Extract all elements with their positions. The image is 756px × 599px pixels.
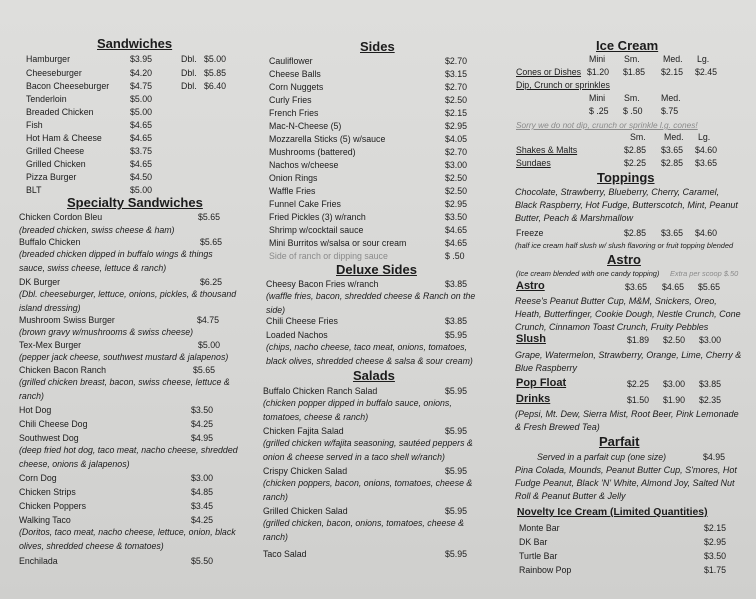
salad-price: $5.95 — [445, 506, 468, 516]
sandwich-price: $4.50 — [130, 172, 153, 182]
dip-price: $.75 — [661, 106, 679, 116]
specialty-desc: (brown gravy w/mushrooms & swiss cheese) — [19, 327, 194, 337]
side-price: $4.05 — [445, 134, 468, 144]
side-price: $2.15 — [445, 108, 468, 118]
specialty-price: $4.25 — [191, 515, 214, 525]
salad-desc: (chicken poppers, bacon, onions, tomatoes, cheese & ranch) — [263, 478, 473, 502]
toppings-title: Toppings — [597, 170, 655, 185]
side-name: Cauliflower — [269, 56, 313, 66]
side-price: $4.65 — [445, 225, 468, 235]
side-name: Curly Fries — [269, 95, 312, 105]
salad-price: $5.95 — [445, 426, 468, 436]
sandwich-name: Pizza Burger — [26, 172, 77, 182]
sundaes-name: Sundaes — [516, 158, 551, 168]
side-name: Nachos w/cheese — [269, 160, 339, 170]
novelty-name: Monte Bar — [519, 523, 560, 533]
specialty-price: $5.65 — [200, 237, 223, 247]
cones-price: $2.45 — [695, 67, 718, 77]
sandwich-price: $4.75 — [130, 81, 153, 91]
sandwich-price: $4.20 — [130, 68, 153, 78]
side-price: $2.50 — [445, 95, 468, 105]
salad-name: Taco Salad — [263, 549, 307, 559]
specialty-price: $4.25 — [191, 419, 214, 429]
size-header: Lg. — [697, 54, 710, 64]
sandwich-price: $4.65 — [130, 133, 153, 143]
size-header: Sm. — [630, 132, 646, 142]
deluxe-title: Deluxe Sides — [336, 262, 417, 277]
salad-price: $5.95 — [445, 386, 468, 396]
side-price: $3.50 — [445, 212, 468, 222]
specialty-desc: (pepper jack cheese, southwest mustard & jalapenos) — [19, 352, 229, 362]
sandwich-dbl-price: $6.40 — [204, 81, 227, 91]
side-name: Mozzarella Sticks (5) w/sauce — [269, 134, 386, 144]
side-name: Fried Pickles (3) w/ranch — [269, 212, 366, 222]
side-name: Side of ranch or dipping sauce — [269, 251, 388, 261]
sundaes-price: $3.65 — [695, 158, 718, 168]
freeze-price: $2.85 — [624, 228, 647, 238]
salad-desc: (grilled chicken, bacon, onions, tomatoes, cheese & ranch) — [263, 518, 464, 542]
salads-title: Salads — [353, 368, 395, 383]
side-name: Mushrooms (battered) — [269, 147, 356, 157]
novelty-title: Novelty Ice Cream (Limited Quantities) — [517, 507, 708, 518]
sandwich-name: Hot Ham & Cheese — [26, 133, 102, 143]
sandwich-price: $4.65 — [130, 120, 153, 130]
parfait-served: Served in a parfait cup (one size) — [537, 452, 667, 462]
side-price: $2.50 — [445, 186, 468, 196]
drinks-price: $2.35 — [699, 395, 722, 405]
specialty-name: DK Burger — [19, 277, 61, 287]
novelty-name: Rainbow Pop — [519, 565, 572, 575]
size-header: Sm. — [624, 54, 640, 64]
slush-price: $2.50 — [663, 335, 686, 345]
salad-name: Chicken Fajita Salad — [263, 426, 344, 436]
slush-price: $3.00 — [699, 335, 722, 345]
specialty-name: Chicken Bacon Ranch — [19, 365, 107, 375]
salad-price: $5.95 — [445, 549, 468, 559]
side-name: French Fries — [269, 108, 319, 118]
novelty-price: $1.75 — [704, 565, 727, 575]
novelty-name: DK Bar — [519, 537, 548, 547]
astro-price: $5.65 — [698, 282, 721, 292]
side-price: $2.70 — [445, 147, 468, 157]
specialty-name: Walking Taco — [19, 515, 71, 525]
sandwich-name: BLT — [26, 185, 42, 195]
salad-name: Grilled Chicken Salad — [263, 506, 348, 516]
dip-name: Dip, Crunch or sprinkles — [516, 80, 610, 90]
side-price: $3.00 — [445, 160, 468, 170]
dip-price: $ .25 — [589, 106, 609, 116]
sandwich-dbl-label: Dbl. — [181, 68, 197, 78]
specialty-desc: (Doritos, taco meat, nacho cheese, lettuce, onion, black olives, shredded cheese & tomatoes) — [19, 527, 236, 551]
side-price: $ .50 — [445, 251, 465, 261]
astro-title: Astro — [607, 252, 641, 267]
specialty-name: Chicken Cordon Bleu — [19, 212, 103, 222]
astro-desc: Reese's Peanut Butter Cup, M&M, Snickers, Oreo, Heath, Butterfinger, Cookie Dough, Nestle Crunch, Cone Crunch, Cinnamon Toast Crunch, Fruity Pebbles — [515, 296, 741, 332]
specialty-name: Southwest Dog — [19, 433, 79, 443]
sundaes-price: $2.85 — [661, 158, 684, 168]
specialty-price: $5.65 — [193, 365, 216, 375]
salad-desc: (chicken popper dipped in buffalo sauce, onions, tomatoes, cheese & ranch) — [263, 398, 452, 422]
novelty-price: $3.50 — [704, 551, 727, 561]
astro-price: $4.65 — [662, 282, 685, 292]
specialty-price: $3.50 — [191, 405, 214, 415]
popfloat-price: $3.85 — [699, 379, 722, 389]
freeze-name: Freeze — [516, 228, 544, 238]
sandwich-price: $5.00 — [130, 185, 153, 195]
salad-name: Buffalo Chicken Ranch Salad — [263, 386, 378, 396]
parfait-desc: Pina Colada, Mounds, Peanut Butter Cup, S'mores, Hot Fudge Peanut, Black 'N' White, Almond Joy, Salted Nut Roll & Peanut Butter & Jelly — [515, 465, 737, 501]
parfait-title: Parfait — [599, 434, 640, 449]
size-header: Med. — [661, 93, 681, 103]
deluxe-desc: (waffle fries, bacon, shredded cheese & Ranch on the side) — [266, 291, 476, 315]
freeze-price: $3.65 — [661, 228, 684, 238]
specialty-price: $6.25 — [200, 277, 223, 287]
side-price: $2.70 — [445, 56, 468, 66]
specialty-price: $4.85 — [191, 487, 214, 497]
deluxe-name: Loaded Nachos — [266, 330, 328, 340]
size-header: Mini — [589, 54, 606, 64]
shakes-price: $3.65 — [661, 145, 684, 155]
salad-price: $5.95 — [445, 466, 468, 476]
slush-desc: Grape, Watermelon, Strawberry, Orange, Lime, Cherry & Blue Raspberry — [515, 350, 742, 373]
specialty-name: Mushroom Swiss Burger — [19, 315, 115, 325]
salad-desc: (grilled chicken w/fajita seasoning, sautéed peppers & onion & cheese served in a taco shell w/ranch) — [263, 438, 473, 462]
astro-note: (Ice cream blended with one candy topping) — [516, 269, 660, 278]
side-name: Mac-N-Cheese (5) — [269, 121, 342, 131]
specialty-name: Corn Dog — [19, 473, 57, 483]
size-header: Lg. — [698, 132, 711, 142]
cones-name: Cones or Dishes — [516, 67, 582, 77]
specialty-desc: (breaded chicken dipped in buffalo wings & things sauce, swiss cheese, lettuce & ranch) — [19, 249, 213, 273]
sorry-note: Sorry we do not dip, crunch or sprinkle l.g. cones! — [516, 120, 698, 130]
sandwich-dbl-price: $5.85 — [204, 68, 227, 78]
sandwich-name: Grilled Cheese — [26, 146, 85, 156]
deluxe-name: Chili Cheese Fries — [266, 316, 338, 326]
side-price: $3.15 — [445, 69, 468, 79]
specialty-desc: (deep fried hot dog, taco meat, nacho cheese, shredded cheese, onions & jalapenos) — [19, 445, 238, 469]
specialty-desc: (breaded chicken, swiss cheese & ham) — [19, 225, 175, 235]
specialty-price: $5.50 — [191, 556, 214, 566]
side-price: $2.50 — [445, 173, 468, 183]
cones-price: $1.20 — [587, 67, 610, 77]
popfloat-price: $2.25 — [627, 379, 650, 389]
sandwich-name: Cheeseburger — [26, 68, 82, 78]
specialty-name: Tex-Mex Burger — [19, 340, 82, 350]
specialty-name: Hot Dog — [19, 405, 52, 415]
sandwiches-title: Sandwiches — [97, 36, 173, 51]
side-name: Mini Burritos w/salsa or sour cream — [269, 238, 407, 248]
specialty-name: Buffalo Chicken — [19, 237, 81, 247]
drinks-name: Drinks — [516, 393, 551, 405]
specialty-name: Chili Cheese Dog — [19, 419, 88, 429]
sandwich-name: Breaded Chicken — [26, 107, 94, 117]
dip-price: $ .50 — [623, 106, 643, 116]
icecream-title: Ice Cream — [596, 38, 659, 53]
deluxe-price: $5.95 — [445, 330, 468, 340]
size-header: Sm. — [624, 93, 640, 103]
sandwich-name: Fish — [26, 120, 43, 130]
cones-price: $2.15 — [661, 67, 684, 77]
astro-extra: Extra per scoop $.50 — [670, 269, 739, 278]
sandwich-price: $3.95 — [130, 54, 153, 64]
sandwich-name: Bacon Cheeseburger — [26, 81, 110, 91]
sundaes-price: $2.25 — [624, 158, 647, 168]
specialty-desc: (Dbl. cheeseburger, lettuce, onions, pickles, & thousand island dressing) — [19, 289, 237, 313]
specialty-title: Specialty Sandwiches — [67, 195, 203, 210]
specialty-price: $5.65 — [198, 212, 221, 222]
sandwich-price: $5.00 — [130, 94, 153, 104]
popfloat-price: $3.00 — [663, 379, 686, 389]
specialty-price: $4.95 — [191, 433, 214, 443]
slush-price: $1.89 — [627, 335, 650, 345]
sandwich-dbl-price: $5.00 — [204, 54, 227, 64]
sandwich-price: $5.00 — [130, 107, 153, 117]
sides-title: Sides — [360, 39, 395, 54]
specialty-price: $5.00 — [198, 340, 221, 350]
drinks-price: $1.50 — [627, 395, 650, 405]
specialty-name: Chicken Strips — [19, 487, 76, 497]
specialty-price: $3.00 — [191, 473, 214, 483]
novelty-price: $2.15 — [704, 523, 727, 533]
sandwich-dbl-label: Dbl. — [181, 81, 197, 91]
specialty-price: $4.75 — [197, 315, 220, 325]
sandwich-name: Tenderloin — [26, 94, 67, 104]
cones-price: $1.85 — [623, 67, 646, 77]
freeze-desc: (half ice cream half slush w/ slush flavoring or fruit topping blended — [515, 241, 734, 250]
specialty-name: Enchilada — [19, 556, 58, 566]
toppings-list: Chocolate, Strawberry, Blueberry, Cherry, Caramel, Black Raspberry, Hot Fudge, Butterscotch, Mint, Peanut Butter, Peach & Marshmallow — [515, 187, 738, 223]
shakes-price: $4.60 — [695, 145, 718, 155]
side-price: $4.65 — [445, 238, 468, 248]
deluxe-price: $3.85 — [445, 279, 468, 289]
freeze-price: $4.60 — [695, 228, 718, 238]
sandwich-name: Grilled Chicken — [26, 159, 86, 169]
astro-name: Astro — [516, 280, 545, 292]
sandwich-name: Hamburger — [26, 54, 71, 64]
sandwich-price: $4.65 — [130, 159, 153, 169]
side-name: Cheese Balls — [269, 69, 321, 79]
specialty-price: $3.45 — [191, 501, 214, 511]
side-name: Corn Nuggets — [269, 82, 324, 92]
size-header: Mini — [589, 93, 606, 103]
drinks-price: $1.90 — [663, 395, 686, 405]
astro-price: $3.65 — [625, 282, 648, 292]
popfloat-name: Pop Float — [516, 377, 567, 389]
salad-name: Crispy Chicken Salad — [263, 466, 348, 476]
novelty-price: $2.95 — [704, 537, 727, 547]
size-header: Med. — [664, 132, 684, 142]
parfait-price: $4.95 — [703, 452, 726, 462]
side-price: $2.70 — [445, 82, 468, 92]
shakes-price: $2.85 — [624, 145, 647, 155]
side-name: Funnel Cake Fries — [269, 199, 341, 209]
side-name: Waffle Fries — [269, 186, 316, 196]
deluxe-name: Cheesy Bacon Fries w/ranch — [266, 279, 379, 289]
side-price: $2.95 — [445, 199, 468, 209]
slush-name: Slush — [516, 333, 546, 345]
side-price: $2.95 — [445, 121, 468, 131]
drinks-desc: (Pepsi, Mt. Dew, Sierra Mist, Root Beer, Pink Lemonade & Fresh Brewed Tea) — [515, 409, 739, 432]
size-header: Med. — [663, 54, 683, 64]
specialty-name: Chicken Poppers — [19, 501, 86, 511]
side-name: Onion Rings — [269, 173, 318, 183]
deluxe-desc: (chips, nacho cheese, taco meat, onions, tomatoes, black olives, shredded cheese & salsa & sour cream) — [266, 342, 473, 366]
sandwich-dbl-label: Dbl. — [181, 54, 197, 64]
side-name: Shrimp w/cocktail sauce — [269, 225, 364, 235]
sandwich-price: $3.75 — [130, 146, 153, 156]
specialty-desc: (grilled chicken breast, bacon, swiss cheese, lettuce & ranch) — [19, 377, 230, 401]
shakes-name: Shakes & Malts — [516, 145, 578, 155]
deluxe-price: $3.85 — [445, 316, 468, 326]
novelty-name: Turtle Bar — [519, 551, 558, 561]
